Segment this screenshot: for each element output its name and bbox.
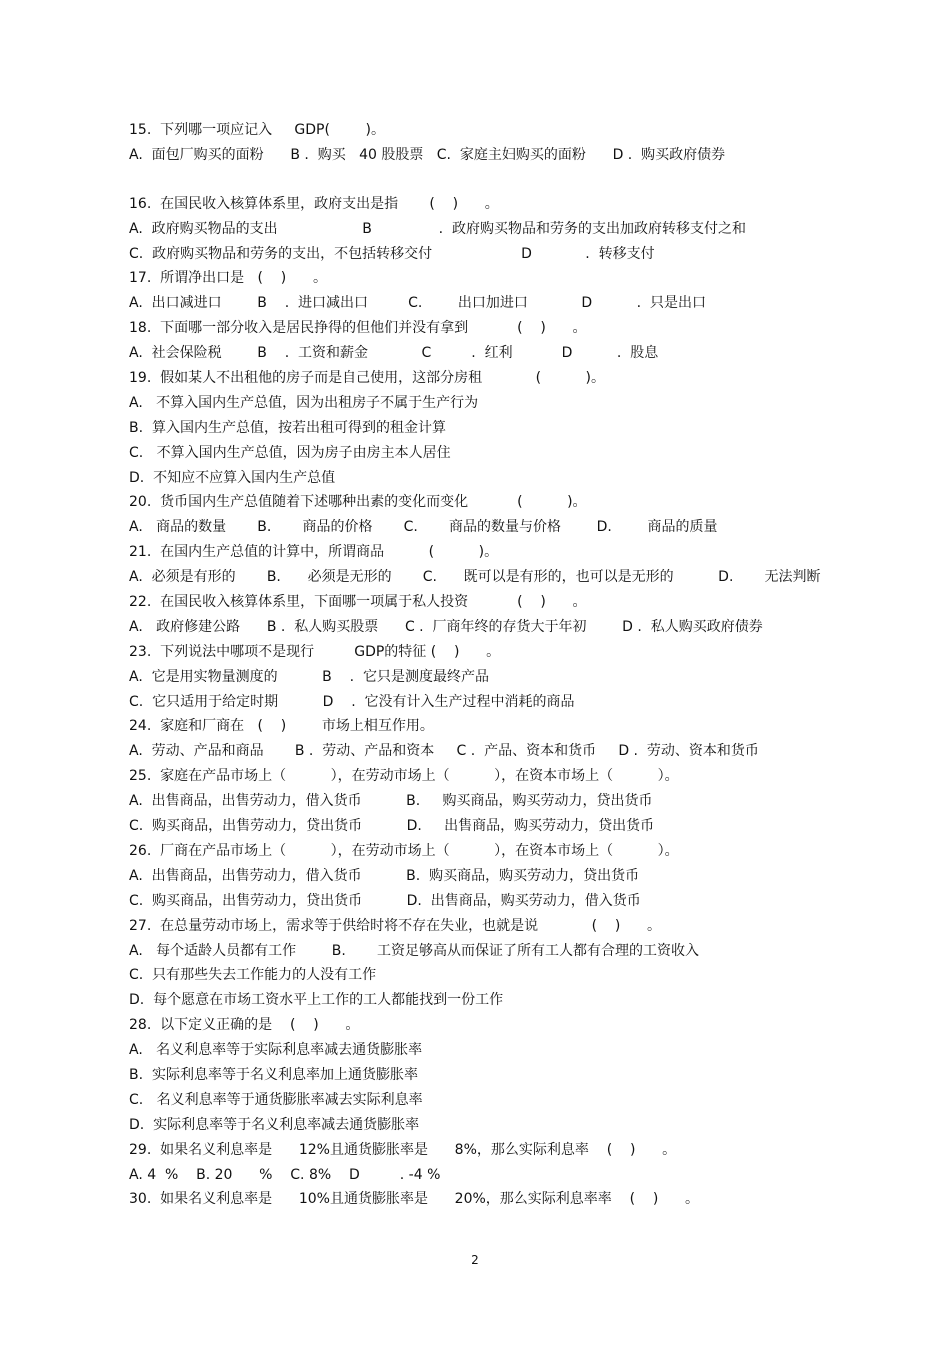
question-stem: 30. 如果名义利息率是 10%且通货膨胀率是 20%，那么实际利息率率 ( ) 。 bbox=[129, 1191, 700, 1208]
question-stem: 29. 如果名义利息率是 12%且通货膨胀率是 8%，那么实际利息率 ( ) 。 bbox=[129, 1141, 677, 1158]
question-options-line: C. 购买商品，出售劳动力，贷出货币 D. 出售商品，购买劳动力，贷出货币 bbox=[129, 818, 655, 835]
question-options-line: B. 实际利息率等于名义利息率加上通货膨胀率 bbox=[129, 1066, 418, 1083]
question-stem: 20. 货币国内生产总值随着下述哪种出素的变化而变化 ( )。 bbox=[129, 494, 587, 511]
question-list bbox=[129, 118, 829, 1212]
question-options-line: A. 劳动、产品和商品 B . 劳动、产品和资本 C . 产品、资本和货币 D . 劳动、资本和货币 bbox=[129, 743, 759, 760]
question-4 bbox=[129, 316, 829, 366]
question-1 bbox=[129, 118, 829, 168]
question-13 bbox=[129, 914, 829, 1014]
question-stem: 24. 家庭和厂商在 ( ) 市场上相互作用。 bbox=[129, 718, 434, 735]
question-stem: 25. 家庭在产品市场上（ ），在劳动市场上（ ），在资本市场上（ ）。 bbox=[129, 768, 679, 785]
spacer bbox=[129, 168, 829, 192]
question-16 bbox=[129, 1187, 829, 1212]
question-stem: 28. 以下定义正确的是 ( ) 。 bbox=[129, 1017, 360, 1034]
question-stem: 26. 厂商在产品市场上（ ），在劳动市场上（ ），在资本市场上（ ）。 bbox=[129, 842, 679, 859]
question-options-line: A. 出售商品，出售劳动力，借入货币 B. 购买商品，购买劳动力，贷出货币 bbox=[129, 793, 653, 810]
question-options-line: A. 政府购买物品的支出 B . 政府购买物品和劳务的支出加政府转移支付之和 bbox=[129, 220, 746, 237]
question-6 bbox=[129, 490, 829, 540]
question-stem: 18. 下面哪一部分收入是居民挣得的但他们并没有拿到 ( ) 。 bbox=[129, 320, 587, 337]
question-11 bbox=[129, 764, 829, 839]
question-options-line: A. 社会保险税 B . 工资和薪金 C . 红利 D . 股息 bbox=[129, 345, 659, 362]
question-9 bbox=[129, 640, 829, 715]
question-15 bbox=[129, 1138, 829, 1188]
question-options-line: A. 它是用实物量测度的 B . 它只是测度最终产品 bbox=[129, 668, 489, 685]
question-options-line: D. 每个愿意在市场工资水平上工作的工人都能找到一份工作 bbox=[129, 992, 504, 1009]
question-stem: 15. 下列哪一项应记入 GDP( )。 bbox=[129, 122, 386, 138]
question-7 bbox=[129, 540, 829, 590]
question-stem: 16. 在国民收入核算体系里，政府支出是指 ( ) 。 bbox=[129, 195, 499, 212]
question-stem: 27. 在总量劳动市场上，需求等于供给时将不存在失业，也就是说 ( ) 。 bbox=[129, 917, 661, 934]
question-options-line: A. 不算入国内生产总值，因为出租房子不属于生产行为 bbox=[129, 394, 479, 411]
question-5 bbox=[129, 366, 829, 490]
question-stem: 22. 在国民收入核算体系里，下面哪一项属于私人投资 ( ) 。 bbox=[129, 594, 587, 611]
question-options-line: C. 名义利息率等于通货膨胀率减去实际利息率 bbox=[129, 1091, 423, 1108]
question-options-line: C. 它只适用于给定时期 D . 它没有计入生产过程中消耗的商品 bbox=[129, 693, 575, 710]
question-options-line: A. 出售商品，出售劳动力，借入货币 B. 购买商品，购买劳动力，贷出货币 bbox=[129, 867, 640, 884]
question-options-line: A. 面包厂购买的面粉 B . 购买 40 股股票 C. 家庭主妇购买的面粉 D . 购买政府债券 bbox=[129, 146, 726, 163]
question-stem: 17. 所谓净出口是 ( ) 。 bbox=[129, 270, 327, 287]
question-stem: 23. 下列说法中哪项不是现行 GDP的特征 ( ) 。 bbox=[129, 643, 501, 660]
question-14 bbox=[129, 1013, 829, 1137]
question-options-line: A. 每个适龄人员都有工作 B. 工资足够高从而保证了所有工人都有合理的工资收入 bbox=[129, 942, 699, 959]
question-options-line: A. 名义利息率等于实际利息率减去通货膨胀率 bbox=[129, 1042, 423, 1059]
question-8 bbox=[129, 590, 829, 640]
question-options-line: D. 实际利息率等于名义利息率减去通货膨胀率 bbox=[129, 1116, 420, 1133]
question-options-line: C. 购买商品，出售劳动力，贷出货币 D. 出售商品，购买劳动力，借入货币 bbox=[129, 892, 641, 909]
question-options-line: A. 商品的数量 B. 商品的价格 C. 商品的数量与价格 D. 商品的质量 bbox=[129, 519, 718, 536]
question-3 bbox=[129, 266, 829, 316]
question-stem: 21. 在国内生产总值的计算中，所谓商品 ( )。 bbox=[129, 544, 499, 561]
question-options-line: A. 4 % B. 20 % C. 8% D . -4 % bbox=[129, 1166, 441, 1183]
question-options-line: C. 不算入国内生产总值，因为房子由房主本人居住 bbox=[129, 444, 451, 461]
question-options-line: B. 算入国内生产总值，按若出租可得到的租金计算 bbox=[129, 419, 446, 436]
question-options-line: A. 必须是有形的 B. 必须是无形的 C. 既可以是有形的，也可以是无形的 D. 无法判断 bbox=[129, 569, 821, 586]
question-options-line: A. 政府修建公路 B . 私人购买股票 C . 厂商年终的存货大于年初 D . 私人购买政府债券 bbox=[129, 618, 763, 635]
question-options-line: C. 政府购买物品和劳务的支出，不包括转移交付 D . 转移支付 bbox=[129, 245, 655, 262]
question-options-line: A. 出口减进口 B . 进口减出口 C. 出口加进口 D . 只是出口 bbox=[129, 295, 706, 312]
question-stem: 19. 假如某人不出租他的房子而是自己使用，这部分房租 ( )。 bbox=[129, 370, 605, 387]
question-options-line: C. 只有那些失去工作能力的人没有工作 bbox=[129, 967, 377, 984]
question-10 bbox=[129, 714, 829, 764]
page-number: 2 bbox=[471, 1253, 479, 1267]
question-options-line: D. 不知应不应算入国内生产总值 bbox=[129, 469, 336, 486]
question-12 bbox=[129, 839, 829, 914]
question-2 bbox=[129, 192, 829, 267]
